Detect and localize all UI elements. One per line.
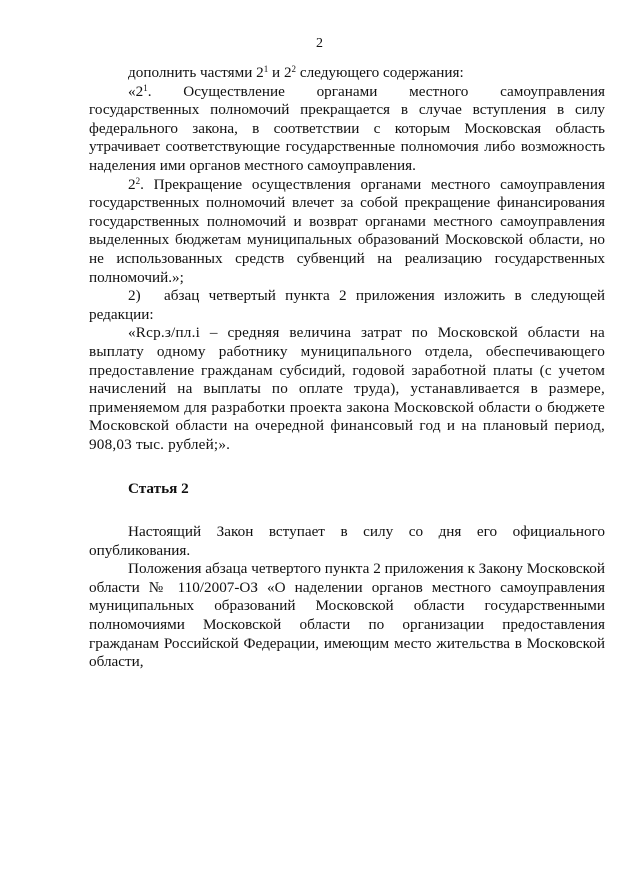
item-2-number: 2)	[128, 287, 141, 305]
intro-text-middle: и 2	[268, 64, 292, 81]
part-2-1-text: . Осуществление органами местного самоуправления государственных полномочий прекращается в случае вступления в силу федерального закона, в соответствии с которым Московская область утрачивает соответствующие государственные полномочия либо возможность наделения ими органов местного самоуправления.	[89, 82, 605, 174]
article-2-heading: Статья 2	[128, 480, 189, 498]
part-2-2-superscript: 2	[135, 175, 141, 186]
article-2-paragraph-2: Положения абзаца четвертого пункта 2 приложения к Закону Московской области № 110/2007-ОЗ «О наделении органов местного самоуправления муниципальных образований Московской области государственными полномочиями Московской области по организации предоставления гражданам Российской Федерации, имеющим место жительства в Московской области,	[89, 560, 605, 671]
document-body	[89, 64, 605, 672]
part-2-2-prefix: 2	[128, 175, 136, 193]
page-number: 2	[316, 36, 323, 51]
spacer	[89, 454, 605, 480]
part-2-1-paragraph	[89, 83, 605, 176]
item-2-paragraph	[89, 287, 605, 324]
spacer	[89, 499, 605, 523]
intro-text-end: следующего содержания:	[296, 64, 464, 81]
formula-paragraph: «Rср.з/пл.i – средняя величина затрат по Московской области на выплату одному работнику муниципального отдела, обеспечивающего предоставление гражданам субсидий, годовой заработной платы (с учетом начислений на выплаты по оплате труда), устанавливается в размере, применяемом для разработки проекта закона Московской области о бюджете Московской области на очередной финансовый год и на плановый период, 908,03 тыс. рублей;».	[89, 324, 605, 453]
item-2-text: абзац четвертый пункта 2 приложения изложить в следующей редакции:	[89, 287, 605, 323]
part-2-1-superscript: 1	[143, 82, 148, 93]
article-2-paragraph-1: Настоящий Закон вступает в силу со дня его официального опубликования.	[89, 523, 605, 559]
part-2-2-text: . Прекращение осуществления органами местного самоуправления государственных полномочий влечет за собой прекращение финансирования государственных полномочий и возврат органами местного самоуправления выделенных бюджетам муниципальных образований Московской области, но не использованных средств субвенций на реализацию государственных полномочий.»;	[89, 175, 605, 286]
intro-superscript-1: 1	[263, 64, 269, 74]
intro-paragraph	[89, 64, 605, 83]
part-2-2-paragraph	[89, 176, 605, 288]
intro-superscript-2: 2	[291, 64, 297, 74]
part-2-1-prefix: «2	[128, 82, 144, 100]
intro-text-start: дополнить частями 2	[128, 64, 264, 81]
